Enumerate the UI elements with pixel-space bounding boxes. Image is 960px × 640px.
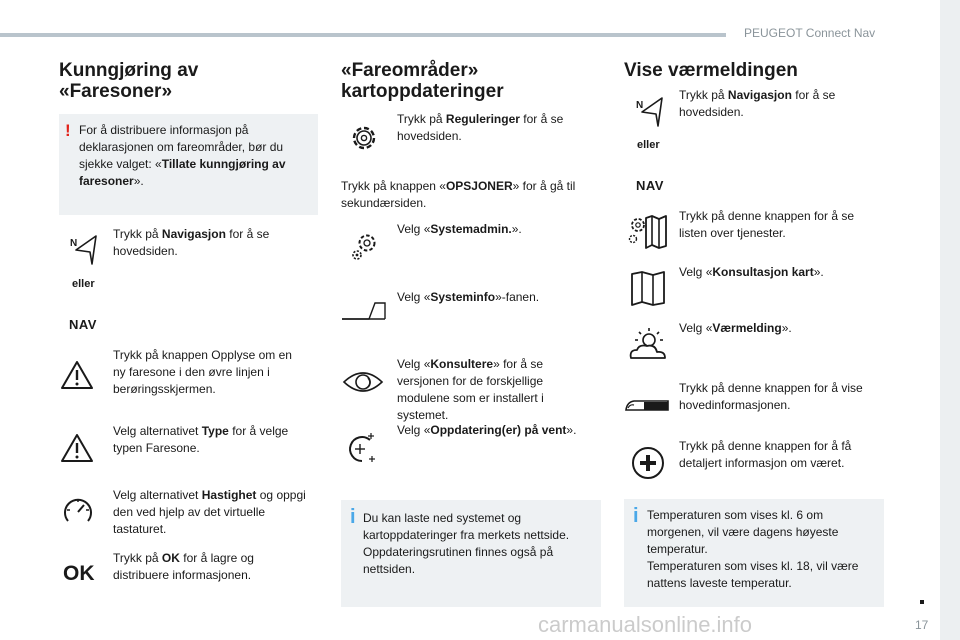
col2-step1-post: for å se hovedsiden.: [397, 112, 564, 143]
col3-step3-post: ».: [813, 265, 824, 279]
update-plus-icon: [344, 431, 380, 467]
col2-step6-bold: Oppdatering(er) på vent: [430, 423, 567, 437]
col2-step2-pre: Trykk på knappen «: [341, 179, 446, 193]
col3-info-line2: Temperaturen som vises kl. 18, vil være nattens laveste temperatur.: [647, 559, 859, 590]
col3-step1-pre: Trykk på: [679, 88, 728, 102]
col3-step1-bold: Navigasjon: [727, 88, 792, 102]
warning-mark: !: [65, 121, 71, 140]
col3-step6: Trykk på denne knappen for å få detaljert informasjon om været.: [679, 439, 852, 470]
warning-note-text: [79, 122, 309, 190]
col2-step6-pre: Velg «: [397, 423, 431, 437]
header-title: PEUGEOT Connect Nav: [744, 26, 876, 40]
col1-title: Kunngjøring av «Faresoner»: [59, 60, 199, 102]
col2-step1: [397, 111, 582, 145]
col2-title: «Fareområder» kartoppdateringer: [341, 60, 504, 102]
col3-step4: [679, 320, 864, 337]
warning-triangle-icon: [60, 360, 94, 390]
page-dot: [920, 600, 924, 604]
col2-step6: [397, 422, 597, 439]
warning-triangle-icon: [60, 433, 94, 463]
gear-icon: [348, 122, 380, 154]
col2-step5-pre: Velg «: [397, 357, 431, 371]
col3-info-line1: Temperaturen som vises kl. 6 om morgenen, vil være dagens høyeste temperatur.: [647, 508, 839, 556]
col1-step4: [113, 487, 308, 538]
info-tab-icon: [341, 300, 387, 322]
navigation-arrow-icon: [68, 234, 102, 268]
col1-step5-bold: OK: [161, 551, 180, 565]
col3-step3: [679, 264, 864, 281]
col2-step4-post: »-fanen.: [495, 290, 540, 304]
warning-text-pre: For å distribuere informasjon på deklarasjonen om fareområder, bør du sjekke valget: «: [79, 123, 284, 171]
watermark: carmanualsonline.info: [538, 612, 753, 637]
col2-step2-bold: OPSJONER: [445, 179, 513, 193]
col2-step3-pre: Velg «: [397, 222, 431, 236]
col1-step1-post: for å se hovedsiden.: [113, 227, 270, 258]
col3-step2: Trykk på denne knappen for å se listen over tjenester.: [679, 209, 854, 240]
col2-step3-post: ».: [511, 222, 522, 236]
col3-step3-pre: Velg «: [679, 265, 713, 279]
col2-step1-pre: Trykk på: [397, 112, 446, 126]
map-book-icon: [630, 270, 666, 306]
eye-icon: [342, 368, 384, 396]
ok-label: OK: [63, 562, 95, 585]
col1-eller: eller: [72, 278, 95, 290]
col1-step1-pre: Trykk på: [113, 227, 162, 241]
col3-step5: Trykk på denne knappen for å vise hovedinformasjonen.: [679, 381, 863, 412]
col3-info-text: [647, 507, 875, 592]
col1-step3-post: for å velge typen Faresone.: [113, 424, 289, 455]
col1-step5: [113, 550, 303, 584]
col2-info-note: [341, 500, 601, 607]
col3-step4-bold: Værmelding: [712, 321, 782, 335]
col1-step3: [113, 423, 303, 457]
col2-step5-post: » for å se versjonen for de forskjellige modulene som er installert i systemet.: [397, 357, 544, 422]
col2-step6-post: ».: [566, 423, 577, 437]
col3-step1: [679, 87, 859, 121]
page-number: 17: [915, 618, 929, 632]
col3-step4-post: ».: [781, 321, 792, 335]
navigation-arrow-icon: [634, 96, 668, 130]
col2-step1-bold: Reguleringer: [445, 112, 520, 126]
col3-nav-label: NAV: [636, 178, 664, 193]
col2-step2-post: » for å gå til sekundærsiden.: [341, 179, 576, 210]
col2-step5-bold: Konsultere: [430, 357, 494, 371]
col1-nav-label: NAV: [69, 317, 97, 332]
col3-step4-pre: Velg «: [679, 321, 713, 335]
col3-info-note: [624, 499, 884, 607]
info-mark: i: [633, 505, 639, 527]
col2-step2: [341, 178, 591, 212]
weather-icon: [627, 326, 669, 362]
col1-step4-post: og oppgi den ved hjelp av det virtuelle tastaturet.: [113, 488, 306, 536]
col2-step4-bold: Systeminfo: [430, 290, 496, 304]
col1-step4-pre: Velg alternativet: [113, 488, 202, 502]
col1-step5-pre: Trykk på: [113, 551, 162, 565]
col3-eller: eller: [637, 139, 660, 151]
warning-note: [59, 114, 318, 215]
col2-step4-pre: Velg «: [397, 290, 431, 304]
speedometer-icon: [62, 495, 94, 527]
weather-slider-icon: [624, 397, 670, 413]
svg-text:N: N: [636, 100, 644, 111]
col3-step3-bold: Konsultasjon kart: [712, 265, 814, 279]
col1-step1: [113, 226, 303, 260]
col2-info-text: Du kan laste ned systemet og kartoppdateringer fra merkets nettside. Oppdateringsrutinen finnes også på nettsiden.: [363, 511, 570, 576]
col1-step3-bold: Type: [201, 424, 229, 438]
info-mark: i: [350, 506, 356, 528]
col3-title: Vise værmeldingen: [624, 60, 798, 81]
col2-step3: [397, 221, 582, 238]
services-gear-book-icon: [628, 215, 670, 249]
col1-step4-bold: Hastighet: [201, 488, 257, 502]
col1-step5-post: for å lagre og distribuere informasjonen.: [113, 551, 254, 582]
col1-step3-pre: Velg alternativet: [113, 424, 202, 438]
plus-circle-icon: [631, 446, 665, 480]
warning-text-bold: Tillate kunngjøring av faresoner: [79, 157, 286, 188]
page-edge-strip: [940, 0, 960, 640]
header-rule-left: [0, 33, 480, 37]
col2-step4: [397, 289, 582, 306]
small-gears-icon: [350, 232, 380, 262]
col2-step5: [397, 356, 572, 424]
warning-text-post: ».: [133, 174, 144, 188]
col1-step1-bold: Navigasjon: [161, 227, 226, 241]
col3-step1-post: for å se hovedsiden.: [679, 88, 836, 119]
col2-step3-bold: Systemadmin.: [430, 222, 512, 236]
header-rule-right: [480, 33, 726, 37]
col1-step2: Trykk på knappen Opplyse om en ny faresone i den øvre linjen i berøringsskjermen.: [113, 348, 292, 396]
svg-text:N: N: [70, 238, 78, 249]
